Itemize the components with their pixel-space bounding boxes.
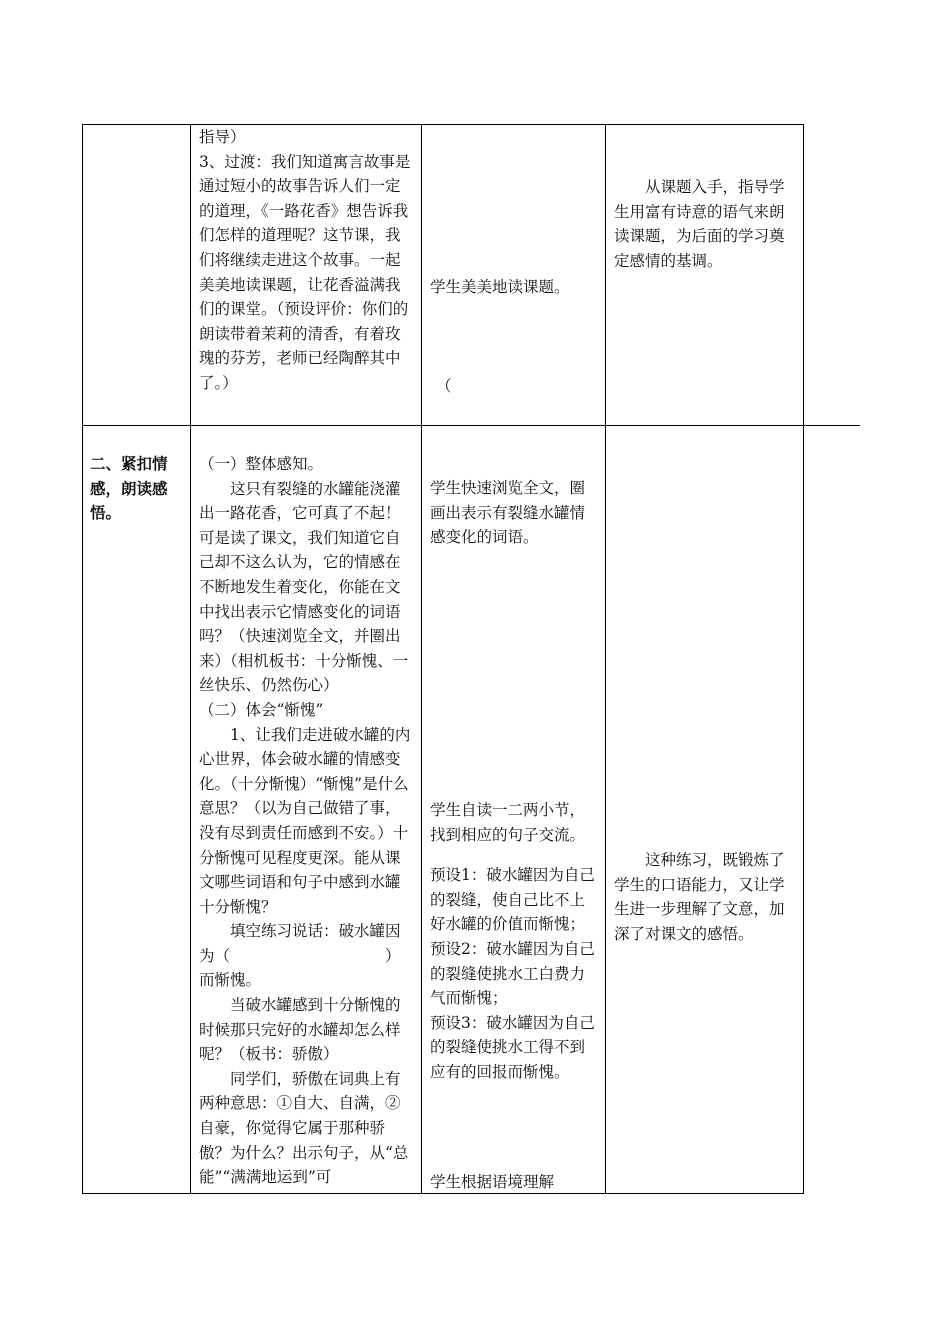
row2-teacher-line-2: 这只有裂缝的水罐能浇灌出一路花香，它可真了不起！可是读了课文，我们知道它自己却不这么认为，它的情感在不断地发生着变化，你能在文中找出表示它情感变化的词语吗？（快速浏览全文，并圈出来）（相机板书：十分惭愧、一丝快乐、仍然伤心） <box>199 479 409 695</box>
row1-teacher-line-1: 指导） <box>199 128 246 146</box>
row1-student-mark: （ <box>436 376 452 395</box>
row1-teacher-line-2: 3、过渡：我们知道寓言故事是通过短小的故事告诉人们一定的道理，《一路花香》想告诉我们怎样的道理呢？这节课，我们将继续走进这个故事。一起美美地读课题，让花香溢满我们的课堂。（预设评价：你们的朗读带着茉莉的清香，有着玫瑰的芬芳，老师已经陶醉其中了。） <box>199 152 411 392</box>
row2-student-preset-1: 预设1：破水罐因为自己的裂缝，使自己比不上好水罐的价值而惭愧； <box>430 866 595 934</box>
col-border-3 <box>605 124 606 1194</box>
row2-teacher-line-1: （一）整体感知。 <box>199 455 324 473</box>
row2-intent-text: 这种练习，既锻炼了学生的口语能力，又让学生进一步理解了文意，加深了对课文的感悟。 <box>614 851 785 943</box>
row2-teacher-line-7: 同学们，骄傲在词典上有两种意思：①自大、自满，②自豪，你觉得它属于那种骄傲？为什么？出示句子，从“总能”“满满地运到”可 <box>199 1069 409 1187</box>
row2-student-read: 学生自读一二两小节，找到相应的句子交流。 <box>430 801 586 844</box>
row1-intent-cell <box>614 175 797 273</box>
col-border-2 <box>421 124 422 1194</box>
row2-student-browse-cell <box>430 476 600 550</box>
row2-teacher-line-3: （二）体会“惭愧” <box>199 700 324 719</box>
row2-student-preset-3: 预设3：破水罐因为自己的裂缝使挑水工得不到应有的回报而惭愧。 <box>430 1013 595 1081</box>
row-divider <box>82 425 860 426</box>
row2-teacher-line-5: 填空练习说话：破水罐因为（ ）而惭愧。 <box>199 922 401 990</box>
row2-student-read-cell <box>430 798 600 1085</box>
col-border-right <box>803 124 804 1194</box>
row2-teacher-line-6: 当破水罐感到十分惭愧的时候那只完好的水罐却怎么样呢？（板书：骄傲） <box>199 996 401 1064</box>
row2-teacher-line-4: 1、让我们走进破水罐的内心世界，体会破水罐的情感变化。（十分惭愧）“惭愧”是什么意思？（以为自己做错了事，没有尽到责任而感到不安。）十分惭愧可见程度更深。能从课文哪些词语和句子中感到水罐十分惭愧？ <box>199 725 411 916</box>
row2-intent-cell <box>614 848 797 946</box>
section-heading: 二、紧扣情感，朗读感悟。 <box>90 454 168 523</box>
row2-teacher-cell <box>199 452 414 1190</box>
col-border-left <box>82 124 83 1194</box>
col-border-1 <box>190 124 191 1194</box>
row2-student-browse: 学生快速浏览全文，圈画出表示有裂缝水罐情感变化的词语。 <box>430 479 586 547</box>
row2-student-context: 学生根据语境理解 <box>430 1173 555 1191</box>
row2-student-context-cell <box>430 1170 600 1195</box>
row1-student-text: 学生美美地读课题。 <box>430 278 570 296</box>
row1-student-cell <box>430 275 600 398</box>
row1-teacher-cell <box>199 125 414 396</box>
row2-student-preset-2: 预设2：破水罐因为自己的裂缝使挑水工白费力气而惭愧； <box>430 939 595 1008</box>
row2-section-cell <box>90 452 186 526</box>
row1-intent-text: 从课题入手，指导学生用富有诗意的语气来朗读课题，为后面的学习奠定感情的基调。 <box>614 178 785 270</box>
